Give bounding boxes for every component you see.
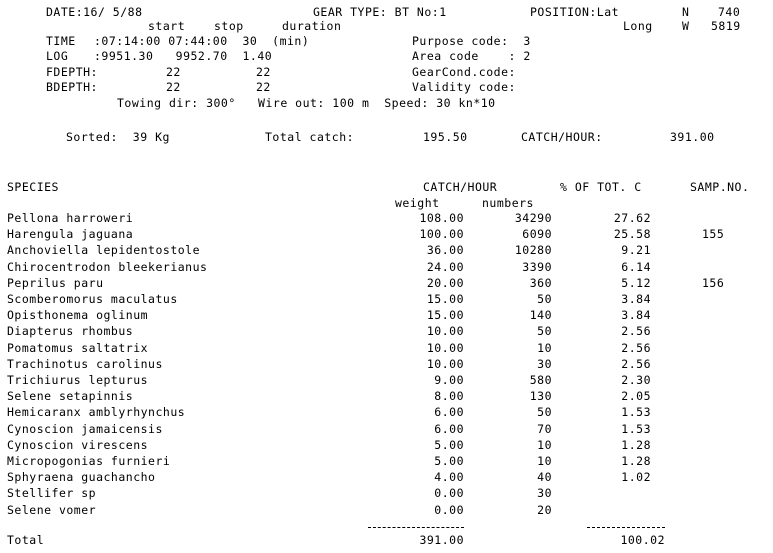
percent-value: 9.21 xyxy=(621,243,651,257)
numbers-subheader: numbers xyxy=(482,196,534,210)
numbers-value: 20 xyxy=(537,503,552,517)
numbers-value: 10 xyxy=(537,454,552,468)
weight-value: 15.00 xyxy=(426,292,464,306)
gear-type-label: GEAR TYPE: BT No:1 xyxy=(313,5,447,19)
numbers-value: 70 xyxy=(537,422,552,436)
long-value: 5819 xyxy=(711,19,741,33)
weight-value: 5.00 xyxy=(434,454,464,468)
bdepth-label: BDEPTH: xyxy=(46,80,98,94)
percent-value: 3.84 xyxy=(621,292,651,306)
species-name: Sphyraena guachancho xyxy=(7,470,156,484)
sorted-weight: Sorted: 39 Kg xyxy=(66,130,170,144)
percent-value: 6.14 xyxy=(621,260,651,274)
log-label: LOG xyxy=(46,49,69,63)
weight-value: 10.00 xyxy=(426,324,464,338)
long-label: Long xyxy=(623,19,653,33)
species-name: Harengula jaguana xyxy=(7,227,134,241)
percent-value: 1.53 xyxy=(621,405,651,419)
numbers-value: 130 xyxy=(529,389,552,403)
weight-value: 108.00 xyxy=(419,211,464,225)
percent-value: 1.53 xyxy=(621,422,651,436)
total-weight: 391.00 xyxy=(419,533,464,547)
weight-value: 36.00 xyxy=(426,243,464,257)
species-name: Chirocentrodon bleekerianus xyxy=(7,260,208,274)
numbers-value: 10 xyxy=(537,341,552,355)
weight-value: 0.00 xyxy=(434,486,464,500)
catch-hour-value: 391.00 xyxy=(670,130,715,144)
weight-value: 5.00 xyxy=(434,438,464,452)
species-name: Micropogonias furnieri xyxy=(7,454,171,468)
numbers-value: 3390 xyxy=(522,260,552,274)
percent-value: 3.84 xyxy=(621,308,651,322)
percent-value: 2.30 xyxy=(621,373,651,387)
total-label: Total xyxy=(7,533,45,547)
numbers-value: 30 xyxy=(537,486,552,500)
species-name: Cynoscion virescens xyxy=(7,438,149,452)
species-name: Pellona harroweri xyxy=(7,211,134,225)
sample-number: 155 xyxy=(702,227,725,241)
species-name: Anchoviella lepidentostole xyxy=(7,243,201,257)
percent-value: 5.12 xyxy=(621,276,651,290)
species-name: Hemicaranx amblyrhynchus xyxy=(7,405,186,419)
numbers-value: 10280 xyxy=(514,243,552,257)
log-values: :9951.30 9952.70 1.40 xyxy=(94,49,273,63)
total-catch-value: 195.50 xyxy=(423,130,468,144)
date-label: DATE:16/ 5/88 xyxy=(46,5,143,19)
species-name: Selene setapinnis xyxy=(7,389,134,403)
numbers-value: 34290 xyxy=(514,211,552,225)
bdepth-stop: 22 xyxy=(256,80,271,94)
numbers-value: 140 xyxy=(529,308,552,322)
weight-value: 10.00 xyxy=(426,357,464,371)
weight-value: 8.00 xyxy=(434,389,464,403)
species-name: Trichiurus lepturus xyxy=(7,373,149,387)
weight-value: 10.00 xyxy=(426,341,464,355)
col-duration-header: duration xyxy=(282,19,342,33)
percent-value: 27.62 xyxy=(613,211,651,225)
total-catch-label: Total catch: xyxy=(265,130,355,144)
sample-number: 156 xyxy=(702,276,725,290)
numbers-value: 50 xyxy=(537,324,552,338)
species-name: Stellifer sp xyxy=(7,486,97,500)
weight-value: 9.00 xyxy=(434,373,464,387)
col-stop-header: stop xyxy=(214,19,244,33)
numbers-value: 50 xyxy=(537,405,552,419)
lat-value: 740 xyxy=(718,5,741,19)
weight-value: 0.00 xyxy=(434,503,464,517)
species-name: Cynoscion jamaicensis xyxy=(7,422,163,436)
numbers-value: 30 xyxy=(537,357,552,371)
total-percent: 100.02 xyxy=(620,533,665,547)
fdepth-stop: 22 xyxy=(256,65,271,79)
fdepth-label: FDEPTH: xyxy=(46,65,98,79)
species-name: Diapterus rhombus xyxy=(7,324,134,338)
species-name: Selene vomer xyxy=(7,503,97,517)
lat-direction: N xyxy=(682,5,690,19)
weight-value: 6.00 xyxy=(434,405,464,419)
area-code: Area code : 2 xyxy=(412,49,531,63)
weight-value: 100.00 xyxy=(419,227,464,241)
numbers-value: 50 xyxy=(537,292,552,306)
percent-value: 25.58 xyxy=(613,227,651,241)
bdepth-start: 22 xyxy=(166,80,181,94)
percent-value: 1.02 xyxy=(621,470,651,484)
percent-value: 2.05 xyxy=(621,389,651,403)
numbers-value: 360 xyxy=(529,276,552,290)
towing-info: Towing dir: 300° Wire out: 100 m Speed: 30 kn*10 xyxy=(117,96,496,110)
species-name: Opisthonema oglinum xyxy=(7,308,149,322)
time-values: :07:14:00 07:44:00 30 (min) xyxy=(94,34,310,48)
validity-code: Validity code: xyxy=(412,80,516,94)
catch-hour-label: CATCH/HOUR: xyxy=(521,130,603,144)
percent-value: 1.28 xyxy=(621,454,651,468)
species-column-header: SPECIES xyxy=(7,180,59,194)
samp-column-header: SAMP.NO. xyxy=(690,180,750,194)
pct-total-rule xyxy=(587,527,665,528)
percent-value: 2.56 xyxy=(621,324,651,338)
weight-value: 6.00 xyxy=(434,422,464,436)
numbers-value: 6090 xyxy=(522,227,552,241)
numbers-value: 580 xyxy=(529,373,552,387)
position-label: POSITION:Lat xyxy=(530,5,620,19)
gear-cond-code: GearCond.code: xyxy=(412,65,516,79)
species-name: Peprilus paru xyxy=(7,276,104,290)
species-name: Pomatomus saltatrix xyxy=(7,341,149,355)
percent-value: 2.56 xyxy=(621,357,651,371)
numbers-value: 40 xyxy=(537,470,552,484)
weight-value: 4.00 xyxy=(434,470,464,484)
fdepth-start: 22 xyxy=(166,65,181,79)
col-start-header: start xyxy=(148,19,186,33)
weight-subheader: weight xyxy=(395,196,440,210)
numbers-value: 10 xyxy=(537,438,552,452)
weight-value: 20.00 xyxy=(426,276,464,290)
weight-value: 24.00 xyxy=(426,260,464,274)
percent-value: 2.56 xyxy=(621,341,651,355)
species-name: Scomberomorus maculatus xyxy=(7,292,178,306)
species-name: Trachinotus carolinus xyxy=(7,357,163,371)
weight-total-rule xyxy=(368,527,464,528)
pct-column-header: % OF TOT. C xyxy=(560,180,642,194)
purpose-code: Purpose code: 3 xyxy=(412,34,531,48)
long-direction: W xyxy=(682,19,690,33)
weight-value: 15.00 xyxy=(426,308,464,322)
percent-value: 1.28 xyxy=(621,438,651,452)
catch-hour-column-header: CATCH/HOUR xyxy=(423,180,498,194)
time-label: TIME xyxy=(46,34,76,48)
